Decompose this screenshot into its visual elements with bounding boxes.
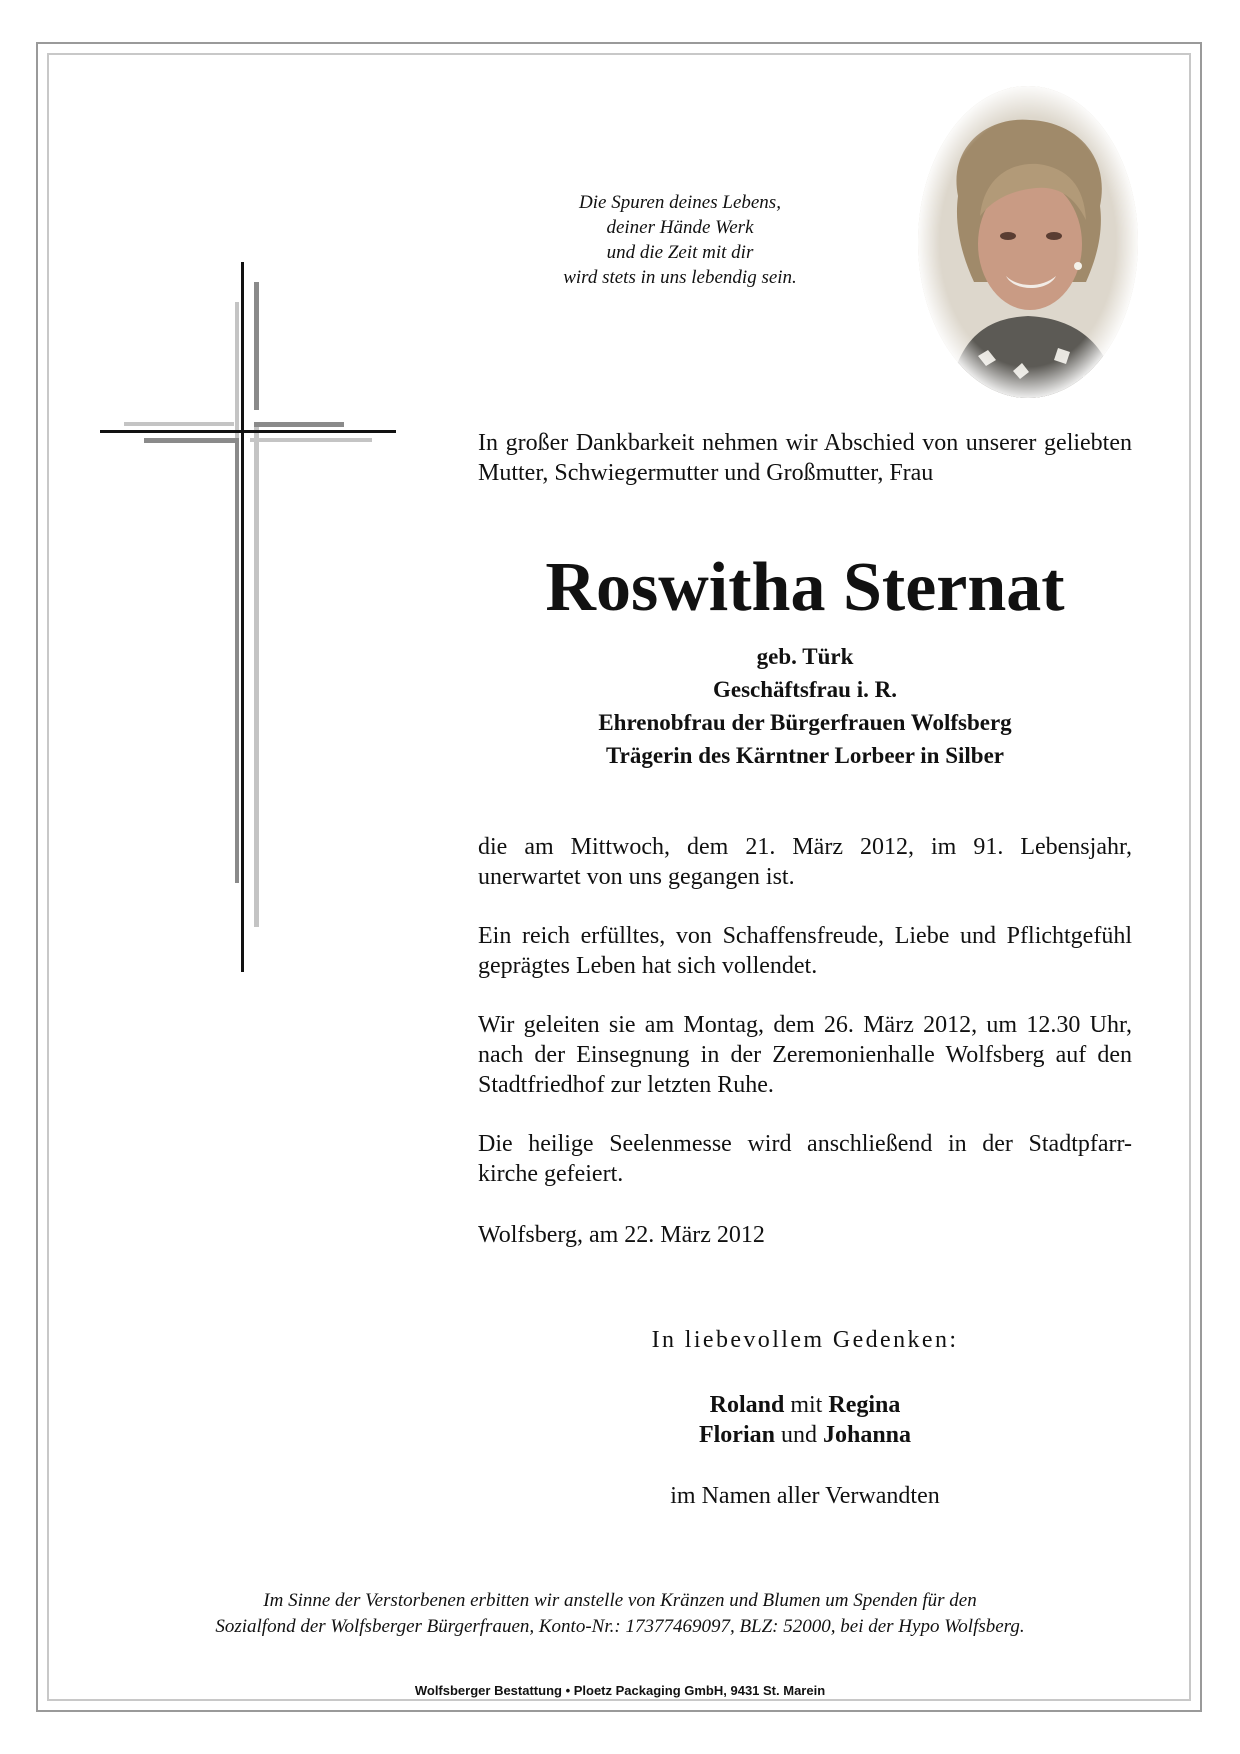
family-joiner: mit (784, 1392, 829, 1418)
family-second-name: Johanna (822, 1422, 912, 1448)
relatives-line: im Namen aller Verwandten (670, 1483, 940, 1509)
family-first-name: Roland (709, 1392, 785, 1418)
donation-line: Sozialfond der Wolfsberger Bürgerfrauen, Konto-Nr.: 17377469097, BLZ: 52000, bei der Hypo Wolfsberg. (215, 1616, 1025, 1637)
family-list (478, 1390, 1132, 1450)
place-date: Wolfsberg, am 22. März 2012 (478, 1222, 765, 1248)
family-second-name: Regina (828, 1392, 901, 1418)
intro-text: In großer Dankbarkeit nehmen wir Abschied von unserer geliebten Mutter, Schwiegermutter und Großmutter, Frau (478, 430, 1132, 486)
mass-line: Die heilige Seelenmesse wird anschließend in der Stadtpfarr- (478, 1131, 1132, 1157)
mass-line: kirche gefeiert. (478, 1161, 624, 1187)
deceased-name: Roswitha Sternat (545, 549, 1065, 626)
cross-icon (100, 262, 400, 972)
funeral-paragraph: Wir geleiten sie am Montag, dem 26. März 2012, um 12.30 Uhr, nach der Einsegnung in der Zeremonienhalle Wolfsberg auf den Stadtfriedhof zur letzten Ruhe. (478, 1012, 1132, 1098)
family-line (478, 1390, 1132, 1420)
footer-imprint: Wolfsberger Bestattung • Ploetz Packaging GmbH, 9431 St. Marein (414, 1683, 826, 1698)
donation-line: Im Sinne der Verstorbenen erbitten wir anstelle von Kränzen und Blumen um Spenden für den (263, 1590, 977, 1611)
donation-note (110, 1588, 1130, 1640)
memorial-verse (530, 190, 830, 290)
verse-line: deiner Hände Werk (606, 217, 754, 238)
mass-paragraph (478, 1129, 1132, 1189)
title-line: geb. Türk (756, 644, 854, 669)
life-paragraph: Ein reich erfülltes, von Schaffensfreude, Liebe und Pflichtgefühl geprägtes Leben hat sich vollendet. (478, 923, 1132, 979)
title-line: Trägerin des Kärntner Lorbeer in Silber (606, 743, 1004, 768)
deceased-titles (478, 640, 1132, 772)
portrait-photo (918, 86, 1138, 398)
verse-line: Die Spuren deines Lebens, (579, 192, 781, 213)
family-line (478, 1420, 1132, 1450)
verse-line: und die Zeit mit dir (606, 242, 754, 263)
title-line: Geschäftsfrau i. R. (713, 677, 897, 702)
verse-line: wird stets in uns lebendig sein. (563, 267, 797, 288)
death-paragraph: die am Mittwoch, dem 21. März 2012, im 91. Lebensjahr, unerwartet von uns gegangen ist. (478, 834, 1132, 890)
family-joiner: und (774, 1422, 823, 1448)
title-line: Ehrenobfrau der Bürgerfrauen Wolfsberg (598, 710, 1012, 735)
remembrance-heading: In liebevollem Gedenken: (651, 1327, 959, 1353)
family-first-name: Florian (698, 1422, 775, 1448)
